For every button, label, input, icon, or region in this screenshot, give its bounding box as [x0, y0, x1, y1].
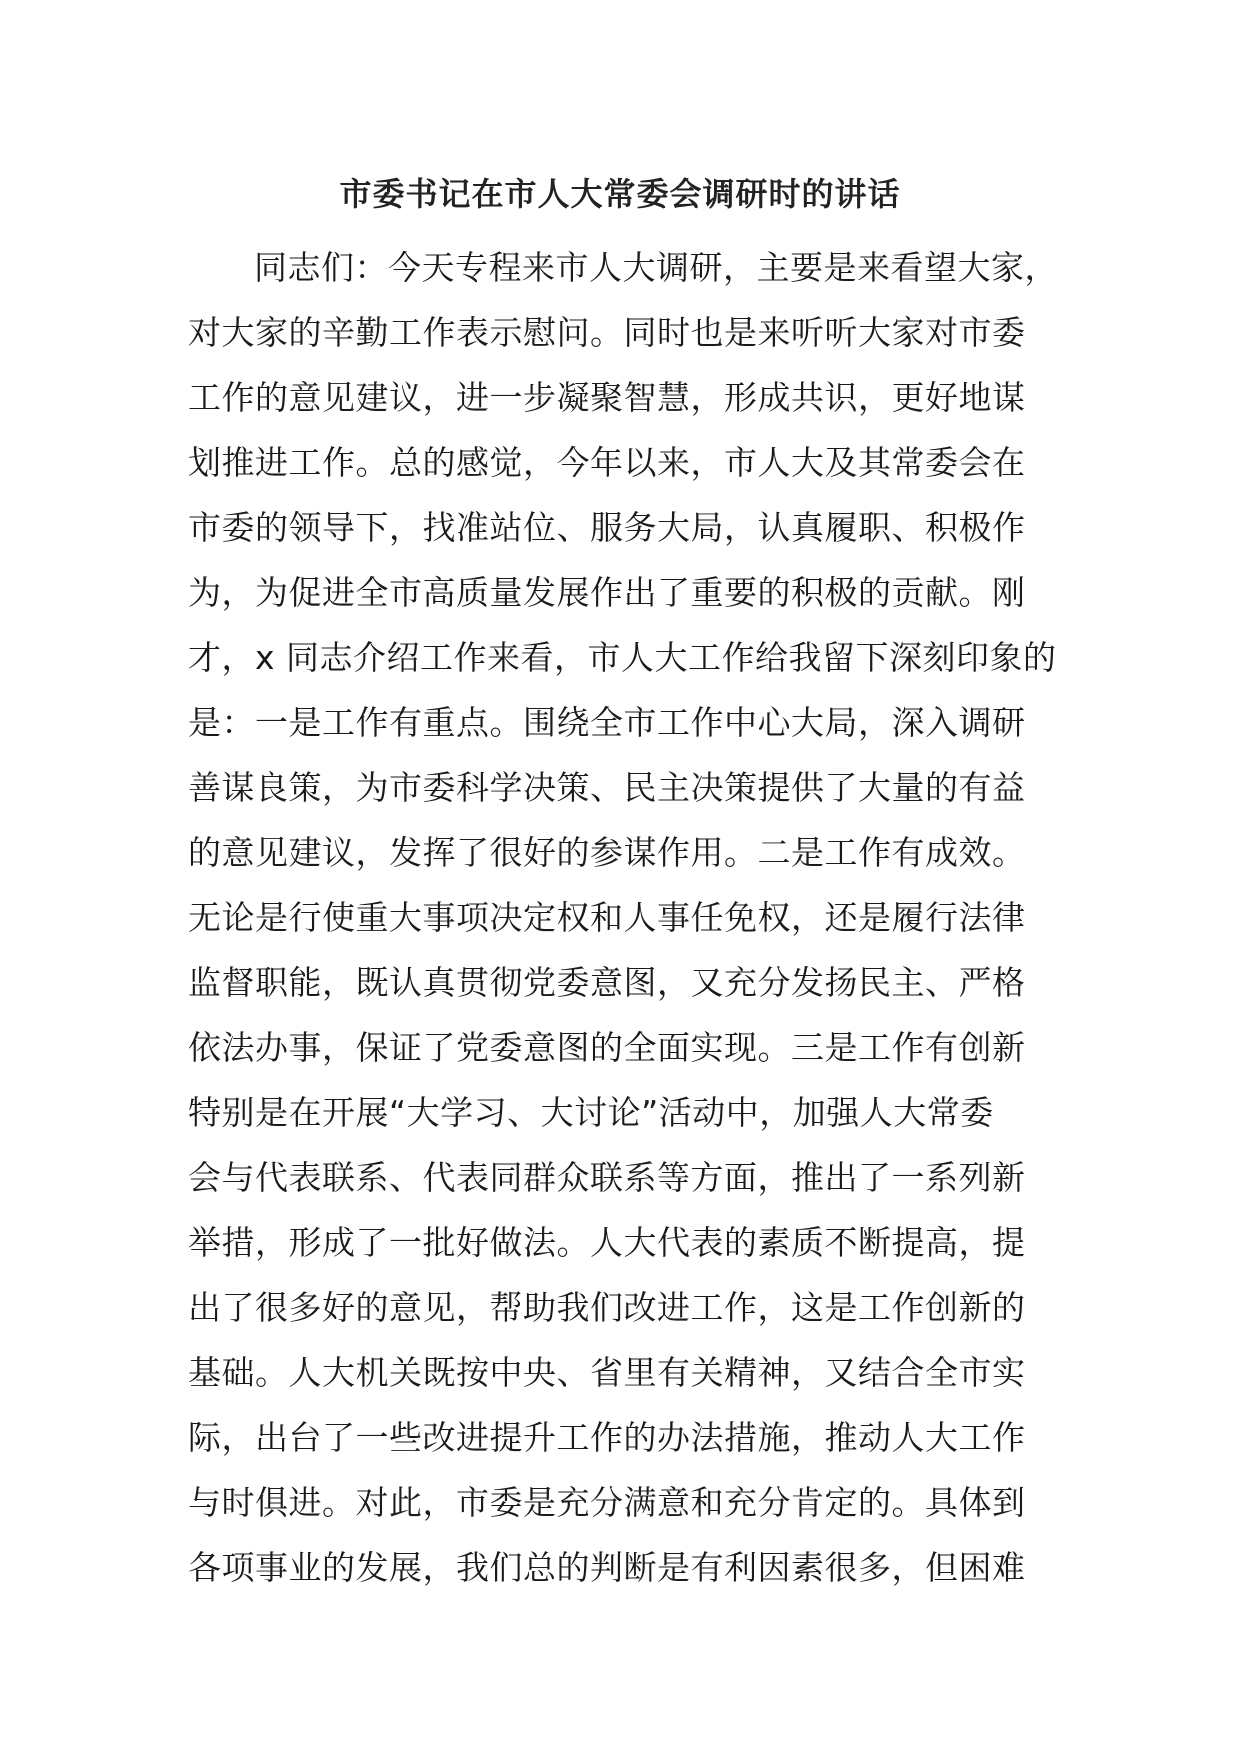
body-line: 划推进工作。总的感觉，今年以来，市人大及其常委会在 — [188, 443, 1026, 482]
body-line: 各项事业的发展，我们总的判断是有利因素很多，但困难 — [188, 1548, 1026, 1587]
body-line: 与时俱进。对此，市委是充分满意和充分肯定的。具体到 — [188, 1483, 1026, 1522]
document-body — [188, 235, 1068, 1600]
body-line: 特别是在开展“大学习、大讨论”活动中，加强人大常委 — [188, 1093, 994, 1132]
body-line: 无论是行使重大事项决定权和人事任免权，还是履行法律 — [188, 898, 1026, 937]
body-line: 才，x 同志介绍工作来看，市人大工作给我留下深刻印象的 — [188, 638, 1057, 677]
body-line: 基础。人大机关既按中央、省里有关精神，又结合全市实 — [188, 1353, 1026, 1392]
body-line: 际，出台了一些改进提升工作的办法措施，推动人大工作 — [188, 1418, 1026, 1457]
body-line: 市委的领导下，找准站位、服务大局，认真履职、积极作 — [188, 508, 1026, 547]
document-title: 市委书记在市人大常委会调研时的讲话 — [339, 175, 901, 213]
body-line: 会与代表联系、代表同群众联系等方面，推出了一系列新 — [188, 1158, 1026, 1197]
body-line: 的意见建议，发挥了很好的参谋作用。二是工作有成效。 — [188, 833, 1026, 872]
body-line: 为，为促进全市高质量发展作出了重要的积极的贡献。刚 — [188, 573, 1026, 612]
body-line: 依法办事，保证了党委意图的全面实现。三是工作有创新 — [188, 1028, 1026, 1067]
body-line: 工作的意见建议，进一步凝聚智慧，形成共识，更好地谋 — [188, 378, 1026, 417]
body-line: 举措，形成了一批好做法。人大代表的素质不断提高，提 — [188, 1223, 1026, 1262]
body-line: 出了很多好的意见，帮助我们改进工作，这是工作创新的 — [188, 1288, 1026, 1327]
body-line: 同志们：今天专程来市人大调研，主要是来看望大家， — [254, 248, 1058, 287]
body-line: 监督职能，既认真贯彻党委意图，又充分发扬民主、严格 — [188, 963, 1026, 1002]
body-line: 是：一是工作有重点。围绕全市工作中心大局，深入调研 — [188, 703, 1026, 742]
body-line: 对大家的辛勤工作表示慰问。同时也是来听听大家对市委 — [188, 313, 1026, 352]
body-line: 善谋良策，为市委科学决策、民主决策提供了大量的有益 — [188, 768, 1026, 807]
